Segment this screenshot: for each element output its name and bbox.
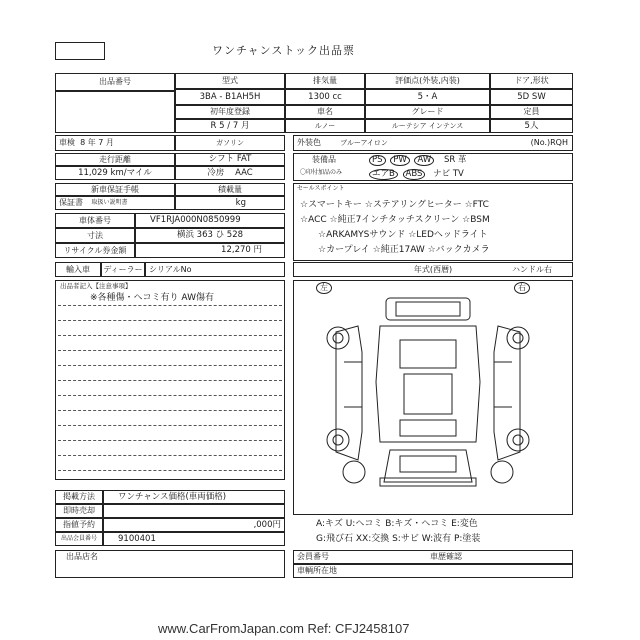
instant-sale-value (103, 504, 285, 518)
fuel-value: ガソリン (175, 135, 285, 151)
lot-number-label: 出品番号 (55, 73, 175, 91)
chassis-value: VF1RJA000N0850999 (135, 213, 285, 228)
legend-line-2: G:飛び石 XX:交換 S:サビ W:波有 P:塗装 (316, 534, 481, 544)
equip-ps: PS (369, 155, 386, 166)
notes-line-1: ※各種傷・ヘコミ有り AW傷有 (90, 293, 214, 303)
equipment-label: 装備品 (312, 155, 336, 164)
sales-point-1: ☆スマートキー ☆ステアリングヒーター ☆FTC (300, 200, 489, 210)
notes-title: 出品者記入【注意事項】 (60, 282, 132, 290)
serial-label: シリアルNo (145, 262, 285, 277)
sales-points-label: セールスポイント (297, 185, 345, 192)
legend-line-1: A:キズ U:ヘコミ B:キズ・ヘコミ E:変色 (316, 519, 478, 529)
equip-line2-rest: ナビ TV (433, 169, 464, 179)
reserve-label: 指値予約 (55, 518, 103, 532)
inspector-label: 車歴確認 (430, 552, 462, 561)
cooling-label: 冷房 (207, 167, 225, 178)
first-registration-value: R 5 / 7 月 (175, 119, 285, 133)
instant-sale-label: 即時売却 (55, 504, 103, 518)
diagram-left-label: 左 (316, 282, 332, 294)
equipment-line1 (368, 155, 466, 166)
lot-number-value-box (55, 91, 175, 133)
warranty-manual-label: 保証書 (59, 198, 83, 207)
mileage-value: 11,029 km/マイル (55, 166, 175, 180)
ext-color-label: 外装色 (297, 138, 321, 147)
first-registration-label: 初年度登録 (175, 105, 285, 119)
inspection-label: 車検 (59, 138, 75, 147)
sales-point-3: ☆ARKAMYSサウンド ☆LEDヘッドライト (318, 230, 488, 240)
ext-color-value: ブルーアイロン (340, 138, 388, 147)
manual-label: 取扱い説明書 (91, 199, 128, 206)
store-name-label: 出品店名 (66, 552, 98, 561)
shift-value: シフト FAT (175, 153, 285, 166)
size-line-value: 横浜 363 ひ 528 (135, 228, 285, 243)
warranty-row (55, 196, 175, 210)
score-value: 5・A (365, 89, 490, 105)
score-label: 評価点(外装,内装) (365, 73, 490, 89)
door-value: 5D SW (490, 89, 573, 105)
load-label: 積載量 (175, 183, 285, 196)
member-no-label: 会員番号 (297, 552, 329, 561)
load-unit: kg (175, 196, 285, 210)
warranty-label: 新車保証手帳 (55, 183, 175, 196)
equip-abs: ABS (403, 169, 426, 180)
car-name-label: 車名 (285, 105, 365, 119)
cooling-row (175, 166, 285, 180)
inspection-row (55, 135, 175, 151)
stamp-box (55, 42, 105, 60)
method-value: ワンチャンス価格(車両価格) (103, 490, 285, 504)
displacement-value: 1300 cc (285, 89, 365, 105)
equipment-line2 (368, 169, 464, 180)
member-value: 9100401 (103, 532, 285, 546)
ext-color-row (293, 135, 573, 151)
watermark-text: www.CarFromJapan.com Ref: CFJ2458107 (158, 621, 410, 636)
inspection-value: 8 年 7 月 (80, 138, 114, 147)
dealer-label: ディーラー (101, 262, 145, 277)
capacity-label: 定員 (490, 105, 573, 119)
location-row: 車輌所在地 (293, 564, 573, 578)
method-label: 掲載方法 (55, 490, 103, 504)
year-label: 年式(西暦) (293, 262, 573, 277)
chassis-label: 車体番号 (55, 213, 135, 228)
recycle-label: リサイクル券金額 (55, 243, 135, 258)
handle-label: ハンドル右 (512, 265, 552, 274)
color-number-value: (No.)RQH (530, 138, 568, 147)
reserve-value: ,000円 (103, 518, 285, 532)
notes-ruled-lines (58, 280, 282, 480)
member-label: 出品会員番号 (55, 532, 103, 546)
door-label: ドア,形状 (490, 73, 573, 89)
model-value: 3BA - B1AH5H (175, 89, 285, 105)
equip-aw: AW (414, 155, 434, 166)
sales-point-2: ☆ACC ☆純正7インチタッチスクリーン ☆BSM (300, 215, 490, 225)
car-diagram-drawing (318, 292, 538, 507)
member-no-row (293, 550, 573, 564)
model-label: 型式 (175, 73, 285, 89)
sales-point-4: ☆カープレイ ☆純正17AW ☆バックカメラ (318, 245, 490, 255)
capacity-value: 5人 (490, 119, 573, 133)
equipment-sub-label: 〇印付加品のみ (300, 169, 343, 176)
form-title: ワンチャンストック出品票 (212, 44, 356, 57)
mileage-label: 走行距離 (55, 153, 175, 166)
equip-airbag: エアB (369, 169, 398, 180)
car-name-value: ルノー (285, 119, 365, 133)
diagram-right-label: 右 (514, 282, 530, 294)
import-label: 輸入車 (55, 262, 101, 277)
displacement-label: 排気量 (285, 73, 365, 89)
grade-value: ルーテシア インテンス (365, 119, 490, 133)
size-label: 寸法 (55, 228, 135, 243)
recycle-value: 12,270 円 (135, 243, 285, 258)
cooling-value: AAC (235, 167, 253, 178)
equip-line1-rest: SR 革 (443, 155, 467, 165)
grade-label: グレード (365, 105, 490, 119)
equip-pw: PW (390, 155, 410, 166)
